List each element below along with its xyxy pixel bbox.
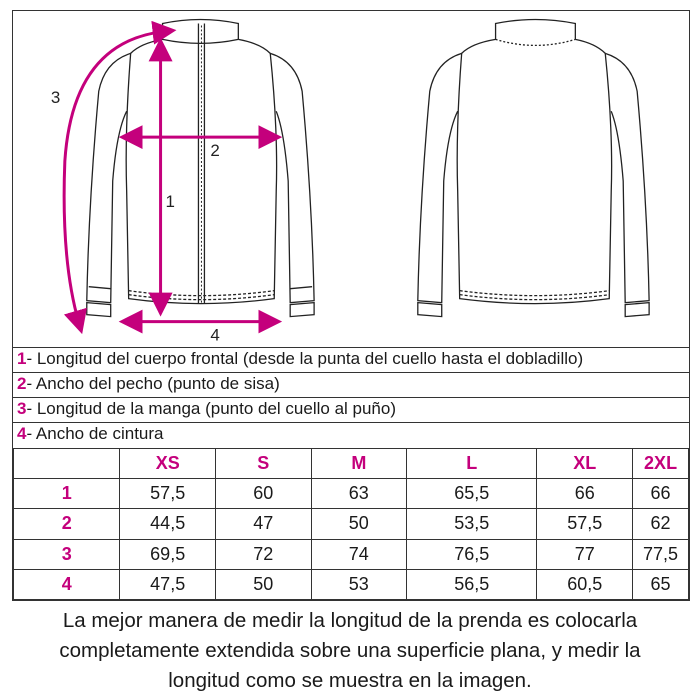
table-cell: 44,5 (120, 509, 216, 539)
table-cell: 69,5 (120, 539, 216, 569)
legend-item-4 (13, 422, 689, 446)
table-cell: 66 (537, 479, 633, 509)
table-cell: 77 (537, 539, 633, 569)
table-row (14, 539, 689, 569)
legend-text: - Longitud del cuerpo frontal (desde la punta del cuello hasta el dobladillo) (26, 349, 584, 368)
note-line-2: completamente extendida sobre una superficie plana, y medir la (59, 639, 641, 662)
legend-item-1 (13, 347, 689, 371)
table-row (14, 509, 689, 539)
table-cell: 50 (216, 569, 312, 599)
table-cell: 62 (633, 509, 689, 539)
legend-num: 4 (17, 424, 27, 443)
label-measure-1: 1 (165, 191, 175, 211)
table-cell: 72 (216, 539, 312, 569)
header-cell (14, 449, 120, 479)
legend-text: - Ancho del pecho (punto de sisa) (26, 374, 280, 393)
jacket-back (418, 19, 649, 316)
note-line-1: La mejor manera de medir la longitud de la prenda es colocarla (62, 609, 638, 632)
header-cell: 2XL (633, 449, 689, 479)
header-cell: S (216, 449, 312, 479)
measurement-chart-frame (12, 10, 690, 601)
row-label: 3 (14, 539, 120, 569)
table-cell: 56,5 (407, 569, 537, 599)
table-cell: 74 (311, 539, 407, 569)
table-cell: 53,5 (407, 509, 537, 539)
header-cell: XL (537, 449, 633, 479)
measuring-instructions (0, 606, 700, 696)
jacket-front (87, 19, 314, 316)
header-cell: XS (120, 449, 216, 479)
header-cell: L (407, 449, 537, 479)
table-cell: 60 (216, 479, 312, 509)
table-cell: 50 (311, 509, 407, 539)
label-measure-3: 3 (50, 88, 61, 108)
table-cell: 53 (311, 569, 407, 599)
legend-text: - Ancho de cintura (26, 424, 164, 443)
legend-item-2 (13, 372, 689, 396)
table-cell: 60,5 (537, 569, 633, 599)
table-cell: 66 (633, 479, 689, 509)
measurement-arrows (64, 31, 270, 322)
table-cell: 65 (633, 569, 689, 599)
row-label: 1 (14, 479, 120, 509)
jacket-diagram (13, 11, 689, 346)
size-table (13, 448, 689, 600)
label-measure-2: 2 (210, 141, 220, 161)
table-row (14, 479, 689, 509)
table-cell: 47 (216, 509, 312, 539)
label-measure-4: 4 (210, 325, 220, 345)
legend-num: 1 (17, 349, 27, 368)
table-cell: 47,5 (120, 569, 216, 599)
legend-num: 3 (17, 399, 27, 418)
legend-num: 2 (17, 374, 27, 393)
header-cell: M (311, 449, 407, 479)
row-label: 4 (14, 569, 120, 599)
row-label: 2 (14, 509, 120, 539)
table-cell: 57,5 (120, 479, 216, 509)
table-cell: 76,5 (407, 539, 537, 569)
size-table-header (14, 449, 689, 479)
table-cell: 65,5 (407, 479, 537, 509)
note-line-3: longitud como se muestra en la imagen. (168, 669, 532, 692)
table-cell: 57,5 (537, 509, 633, 539)
legend-text: - Longitud de la manga (punto del cuello al puño) (26, 399, 397, 418)
table-row (14, 569, 689, 599)
table-cell: 77,5 (633, 539, 689, 569)
table-cell: 63 (311, 479, 407, 509)
arrow-sleeve-length (64, 31, 164, 322)
legend-item-3 (13, 397, 689, 421)
